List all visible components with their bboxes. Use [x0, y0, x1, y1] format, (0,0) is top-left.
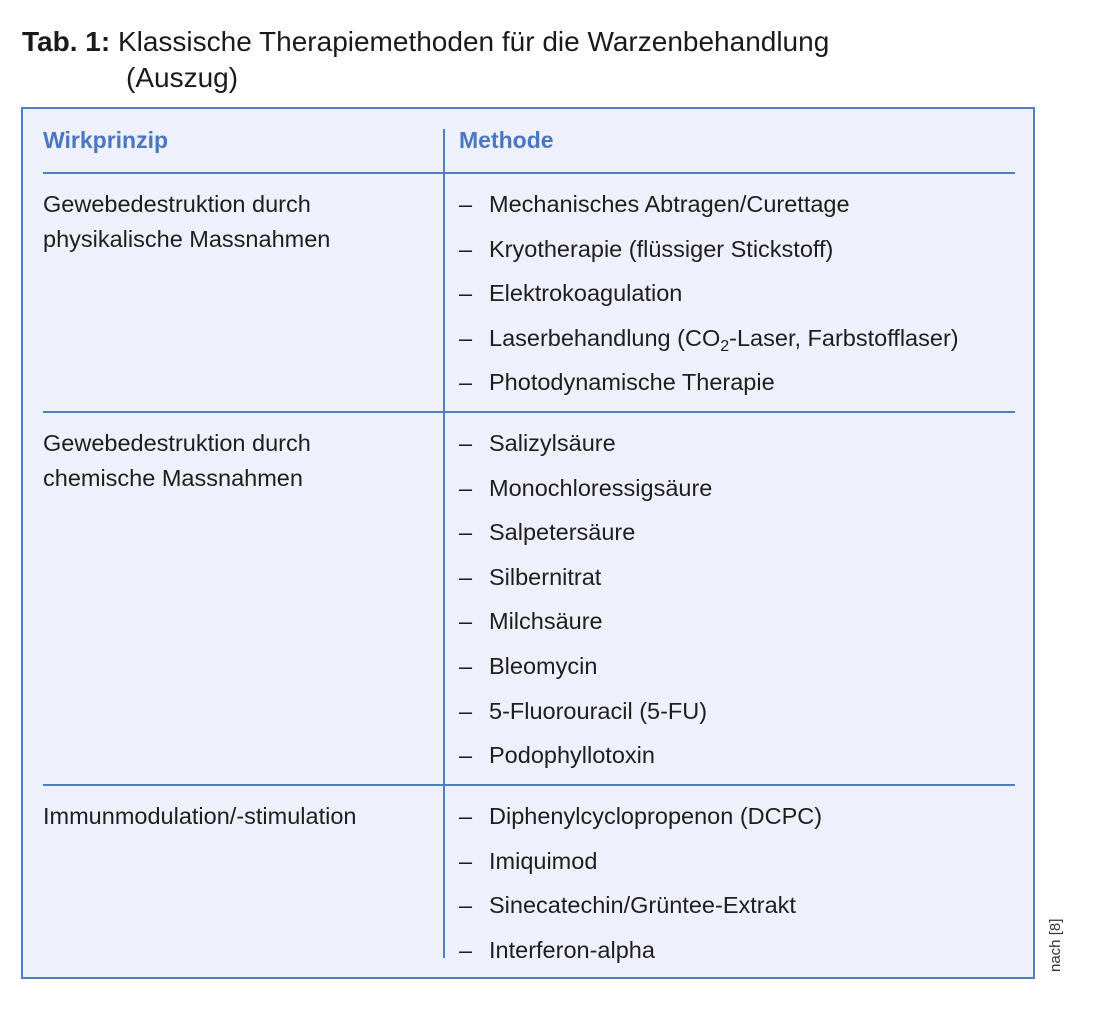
table-number: Tab. 1: [22, 26, 111, 57]
table-title-continued: (Auszug) [126, 62, 239, 93]
table-title: Klassische Therapiemethoden für die Warzenbehandlung [117, 26, 830, 57]
method-list-chemical [459, 426, 712, 783]
table-caption [22, 24, 982, 96]
list-item: – Podophyllotoxin [459, 742, 655, 769]
principle-chemical: Gewebedestruktion durch chemische Massnahmen [43, 430, 311, 491]
list-item: – Salpetersäure [459, 519, 636, 546]
principle-physical: Gewebedestruktion durch physikalische Massnahmen [43, 191, 331, 252]
method-list-immunomodulation [459, 799, 822, 977]
list-item: – Silbernitrat [459, 563, 602, 590]
principle-immunomodulation: Immunmodulation/-stimulation [43, 803, 357, 829]
header-divider [43, 172, 1015, 174]
list-item: – Salizylsäure [459, 430, 616, 456]
list-item: – Milchsäure [459, 608, 603, 635]
column-divider [443, 129, 445, 958]
list-item: – Bleomycin [459, 652, 598, 679]
list-item: – Laserbehandlung ($CO_2$-Laser, Farbstofflaser) [459, 324, 959, 355]
row-divider [43, 411, 1015, 413]
list-item: – Sinecatechin/Grüntee-Extrakt [459, 892, 796, 919]
list-item: – 5-Fluorouracil (5-FU) [459, 697, 708, 724]
list-item: – Diphenylcyclopropenon (DCPC) [459, 803, 823, 829]
therapy-table [21, 107, 1035, 979]
header-wirkprinzip: Wirkprinzip [43, 127, 169, 153]
method-list-physical [459, 187, 959, 410]
list-item: – Imiquimod [459, 847, 598, 874]
list-item: – Interferon-alpha [459, 936, 655, 963]
list-item: – Kryotherapie (flüssiger Stickstoff) [459, 235, 834, 262]
list-item: – Mechanisches Abtragen/Curettage [459, 191, 850, 217]
list-item: – Elektrokoagulation [459, 280, 683, 307]
row-divider [43, 784, 1015, 786]
list-item: – Photodynamische Therapie [459, 369, 775, 396]
header-methode: Methode [459, 127, 554, 153]
source-note: nach [8] [1047, 918, 1064, 972]
list-item: – Monochloressigsäure [459, 474, 713, 501]
